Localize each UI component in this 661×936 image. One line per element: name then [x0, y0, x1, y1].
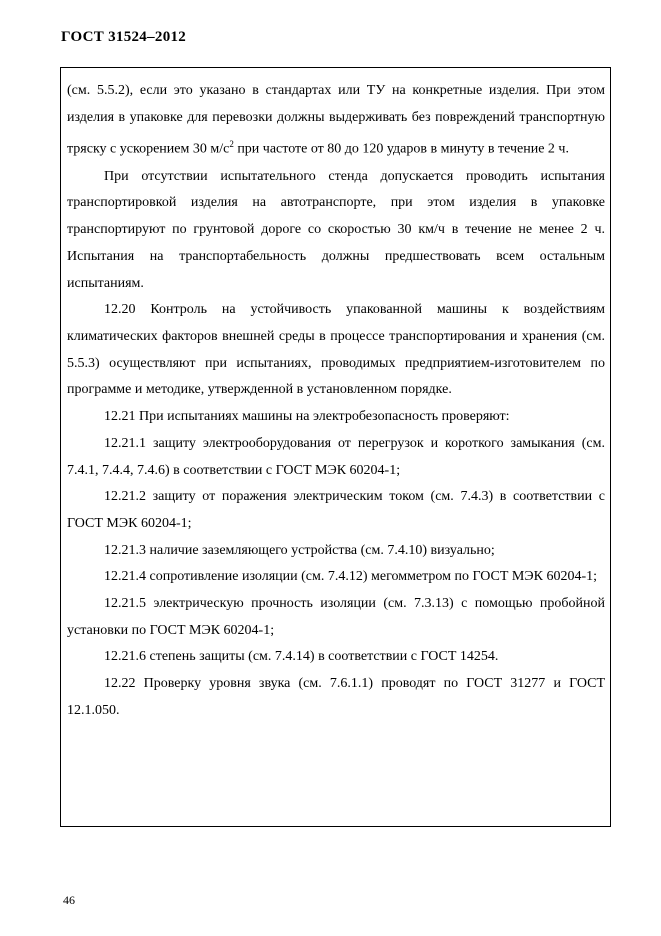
paragraph-12-21-5: 12.21.5 электрическую прочность изоляции (см. 7.3.13) с помощью пробойной установки по ГОСТ МЭК 60204-1; — [67, 596, 605, 638]
content-frame — [60, 67, 611, 827]
paragraph-12-21-4: 12.21.4 сопротивление изоляции (см. 7.4.12) мегомметром по ГОСТ МЭК 60204-1; — [104, 569, 598, 585]
paragraph-continuation-text-end: при частоте от 80 до 120 ударов в минуту в течение 2 ч. — [233, 142, 569, 158]
paragraph-12-22: 12.22 Проверку уровня звука (см. 7.6.1.1) проводят по ГОСТ 31277 и ГОСТ 12.1.050. — [67, 676, 605, 718]
paragraph-12-21-2: 12.21.2 защиту от поражения электрическим током (см. 7.4.3) в соответствии с ГОСТ МЭК 60204-1; — [67, 489, 605, 531]
paragraph-continuation — [67, 78, 605, 164]
paragraph-12-21-6: 12.21.6 степень защиты (см. 7.4.14) в соответствии с ГОСТ 14254. — [104, 649, 499, 665]
paragraph-12-21: 12.21 При испытаниях машины на электробезопасность проверяют: — [104, 409, 510, 425]
paragraph-continuation-text: (см. 5.5.2), если это указано в стандартах или ТУ на конкретные изделия. При этом изделия в упаковке для перевозки должны выдерживать без повреждений транспортную тряску с ускорением 30 м/с — [67, 83, 605, 158]
page-number: 46 — [63, 893, 75, 907]
paragraph-stand-absence: При отсутствии испытательного стенда допускается проводить испытания транспортировкой изделия на автотранспорте, при этом изделия в упаковке транспортируют по грунтовой дороге со скоростью 30 км/ч в течение не менее 2 ч. Испытания на транспортабельность должны предшествовать всем остальным испытаниям. — [67, 168, 605, 291]
superscript-exponent: 2 — [229, 139, 234, 150]
body-text — [67, 78, 605, 725]
paragraph-12-21-3: 12.21.3 наличие заземляющего устройства (см. 7.4.10) визуально; — [104, 542, 495, 558]
paragraph-12-20: 12.20 Контроль на устойчивость упакованной машины к воздействиям климатических факторов внешней среды в процессе транспортирования и хранения (см. 5.5.3) осуществляют при испытаниях, проводимых предприятием-изготовителем по программе и методике, утвержденной в установленном порядке. — [67, 302, 605, 398]
paragraph-12-21-1: 12.21.1 защиту электрооборудования от перегрузок и короткого замыкания (см. 7.4.1, 7.4.4, 7.4.6) в соответствии с ГОСТ МЭК 60204-1; — [67, 435, 605, 478]
document-header: ГОСТ 31524–2012 — [61, 29, 187, 45]
